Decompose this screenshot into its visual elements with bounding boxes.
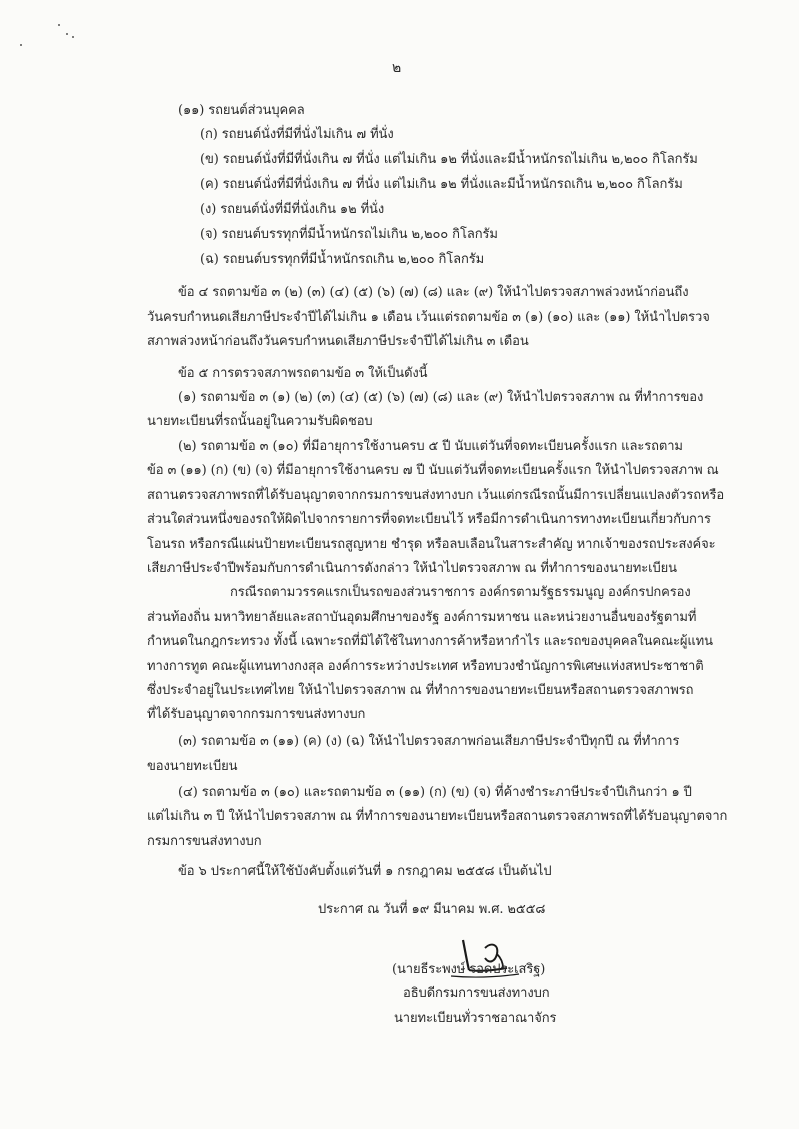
paragraph-line: (๒) รถตามข้อ ๓ (๑๐) ที่มีอายุการใช้งานครบ ๕ ปี นับแต่วันที่จดทะเบียนครั้งแรก และรถตาม	[178, 439, 683, 454]
signatory-name: (นายธีระพงษ์ รอดประเสริฐ)	[392, 962, 546, 977]
paragraph-line: ซึ่งประจำอยู่ในประเทศไทย ให้นำไปตรวจสภาพ ณ ที่ทำการของนายทะเบียนหรือสถานตรวจสภาพรถ	[147, 683, 694, 698]
scan-speck	[66, 33, 68, 35]
paragraph-line: ข้อ ๓ (๑๑) (ก) (ข) (จ) ที่มีอายุการใช้งานครบ ๗ ปี นับแต่วันที่จดทะเบียนครั้งแรก ให้นำไปตรวจสภาพ ณ	[147, 463, 719, 478]
effective-date-clause: ข้อ ๖ ประกาศนี้ให้ใช้บังคับตั้งแต่วันที่ ๑ กรกฎาคม ๒๕๕๘ เป็นต้นไป	[178, 864, 552, 879]
signatory-title: อธิบดีกรมการขนส่งทางบก	[403, 986, 550, 1001]
paragraph-line: (๑) รถตามข้อ ๓ (๑) (๒) (๓) (๔) (๕) (๖) (๗) (๘) และ (๙) ให้นำไปตรวจสภาพ ณ ที่ทำการของ	[178, 390, 704, 405]
list-item: (ก) รถยนต์นั่งที่มีที่นั่งไม่เกิน ๗ ที่นั่ง	[200, 127, 394, 142]
section-heading: ข้อ ๕ การตรวจสภาพรถตามข้อ ๓ ให้เป็นดังนี้	[178, 366, 428, 381]
paragraph-line: ของนายทะเบียน	[147, 759, 238, 774]
paragraph-line: กรณีรถตามวรรคแรกเป็นรถของส่วนราชการ องค์กรตามรัฐธรรมนูญ องค์กรปกครอง	[230, 585, 691, 600]
scan-speck	[20, 44, 22, 46]
signatory-role: นายทะเบียนทั่วราชอาณาจักร	[394, 1011, 557, 1026]
paragraph-line: ข้อ ๔ รถตามข้อ ๓ (๒) (๓) (๔) (๕) (๖) (๗) (๘) และ (๙) ให้นำไปตรวจสภาพล่วงหน้าก่อนถึง	[178, 285, 689, 300]
paragraph-line: สภาพล่วงหน้าก่อนถึงวันครบกำหนดเสียภาษีประจำปีได้ไม่เกิน ๓ เดือน	[147, 334, 529, 349]
paragraph-line: โอนรถ หรือกรณีแผ่นป้ายทะเบียนรถสูญหาย ชำรุด หรือลบเลือนในสาระสำคัญ หากเจ้าของรถประสงค์จะ	[147, 537, 716, 552]
scan-speck	[72, 36, 74, 38]
paragraph-line: กรมการขนส่งทางบก	[147, 834, 262, 849]
list-item: (ฉ) รถยนต์บรรทุกที่มีน้ำหนักรถเกิน ๒,๒๐๐ กิโลกรัม	[200, 252, 485, 267]
paragraph-line: ส่วนท้องถิ่น มหาวิทยาลัยและสถาบันอุดมศึกษาของรัฐ องค์การมหาชน และหน่วยงานอื่นของรัฐตามที่	[147, 610, 697, 625]
paragraph-line: วันครบกำหนดเสียภาษีประจำปีได้ไม่เกิน ๑ เดือน เว้นแต่รถตามข้อ ๓ (๑) (๑๐) และ (๑๑) ให้นำไปตรวจ	[147, 310, 710, 325]
scan-speck	[58, 24, 60, 26]
paragraph-line: ที่ได้รับอนุญาตจากกรมการขนส่งทางบก	[147, 707, 366, 722]
paragraph-line: เสียภาษีประจำปีพร้อมกับการดำเนินการดังกล่าว ให้นำไปตรวจสภาพ ณ ที่ทำการของนายทะเบียน	[147, 561, 677, 576]
paragraph-line: ส่วนใดส่วนหนึ่งของรถให้ผิดไปจากรายการที่จดทะเบียนไว้ หรือมีการดำเนินการทางทะเบียนเกี่ยวกับการ	[147, 512, 711, 527]
section-heading: (๑๑) รถยนต์ส่วนบุคคล	[178, 103, 305, 118]
paragraph-line: (๓) รถตามข้อ ๓ (๑๑) (ค) (ง) (ฉ) ให้นำไปตรวจสภาพก่อนเสียภาษีประจำปีทุกปี ณ ที่ทำการ	[178, 734, 680, 749]
page-number: ๒	[392, 60, 402, 76]
announcement-date: ประกาศ ณ วันที่ ๑๙ มีนาคม พ.ศ. ๒๕๕๘	[318, 902, 546, 917]
paragraph-line: แต่ไม่เกิน ๓ ปี ให้นำไปตรวจสภาพ ณ ที่ทำการของนายทะเบียนหรือสถานตรวจสภาพรถที่ได้รับอนุญาตจาก	[147, 809, 728, 824]
paragraph-line: สถานตรวจสภาพรถที่ได้รับอนุญาตจากกรมการขนส่งทางบก เว้นแต่กรณีรถนั้นมีการเปลี่ยนแปลงตัวรถหรือ	[147, 488, 725, 503]
paragraph-line: ทางการทูต คณะผู้แทนทางกงสุล องค์การระหว่างประเทศ หรือทบวงชำนัญการพิเศษแห่งสหประชาชาติ	[147, 659, 704, 674]
list-item: (ง) รถยนต์นั่งที่มีที่นั่งเกิน ๑๒ ที่นั่ง	[200, 202, 385, 217]
list-item: (ข) รถยนต์นั่งที่มีที่นั่งเกิน ๗ ที่นั่ง แต่ไม่เกิน ๑๒ ที่นั่งและมีน้ำหนักรถไม่เกิน ๒,๒๐๐ กิโลกรัม	[200, 152, 698, 167]
paragraph-line: (๔) รถตามข้อ ๓ (๑๐) และรถตามข้อ ๓ (๑๑) (ก) (ข) (จ) ที่ค้างชำระภาษีประจำปีเกินกว่า ๑ ปี	[178, 785, 692, 800]
list-item: (จ) รถยนต์บรรทุกที่มีน้ำหนักรถไม่เกิน ๒,๒๐๐ กิโลกรัม	[200, 227, 498, 242]
paragraph-line: นายทะเบียนที่รถนั้นอยู่ในความรับผิดชอบ	[147, 414, 373, 429]
list-item: (ค) รถยนต์นั่งที่มีที่นั่งเกิน ๗ ที่นั่ง แต่ไม่เกิน ๑๒ ที่นั่งและมีน้ำหนักรถเกิน ๒,๒๐๐ กิโลกรัม	[200, 177, 683, 192]
paragraph-line: กำหนดในกฎกระทรวง ทั้งนี้ เฉพาะรถที่มิได้ใช้ในทางการค้าหรือหากำไร และรถของบุคคลในคณะผู้แทน	[147, 634, 713, 649]
